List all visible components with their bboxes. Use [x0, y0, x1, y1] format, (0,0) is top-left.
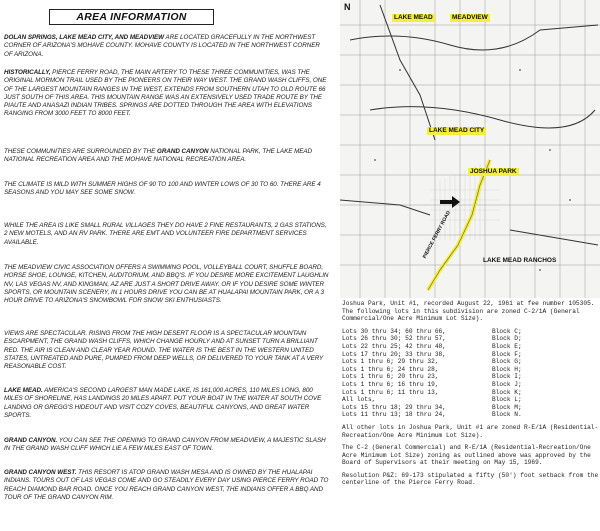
label-pierce-ferry-road: PIERCE FERRY ROAD [421, 210, 452, 260]
grand-canyon-text: YOU CAN SEE THE OPENING TO GRAND CANYON FROM MEADVIEW, A MAJESTIC SLASH IN THE GRAND WASH CLIFF WHICH LIE A FEW MILES EAST OF TOWN. [4, 437, 326, 453]
lot-range: Lots 22 thru 25; 42 thru 48, [342, 342, 446, 350]
civic-text: THE MEADVIEW CIVIC ASSOCIATION OFFERS A SWIMMING POOL, VOLLEYBALL COURT, SHUFFLE BOARD, HORSE SHOE, LOUNGE, KITCHEN, AUDITORIUM, AND BBQ'S. IF YOU DESIRE MORE EXCITEMENT LAUGHLIN NV, LAS VEGAS NV, AND KINGMAN, AZ ARE JUST A SHORT DRIVE AWAY. OR IF YOU DESIRE SOME WINTER SPORTS, OR MOUNTAIN SCENERY, IN 1 HOURS DRIVE YOU CAN BE AT HUALAPAI MOUNTAIN PARK, OR A 3 HOUR DRIVE TO ARIZONA'S SNOWBOWL FOR SNOW SKI ENTHUSIASTS. [4, 264, 329, 305]
location-heading: DOLAN SPRINGS, LAKE MEAD CITY, AND MEADVIEW [4, 34, 165, 41]
lot-row [342, 381, 600, 389]
zoning-notice [342, 300, 600, 531]
surroundings-bold: GRAND CANYON [157, 148, 209, 155]
paragraph-services [4, 222, 330, 247]
lot-row [342, 328, 600, 336]
grand-canyon-west-text: THIS RESORT IS ATOP GRAND WASH MESA AND IS OWNED BY THE HUALAPAI INDIANS. TOURS OUT OF LAS VEGAS COME AND GO STEADILY EVERY DAY USING PIERCE FERRY ROAD TO REACH DIAMOND BAR ROAD. ONCE YOU REACH GRAND CANYON WEST, THE INDIANS OFFER A BBQ AND TOUR OF THE GRAND CANYON RIM. [4, 469, 329, 501]
lake-mead-heading: LAKE MEAD. [4, 387, 43, 394]
zoning-c2: The C-2 (General Commercial) and R-E/1A (Residential-Recreation/One Acre Minimum Lot Size) zoning as outlined above was approved by the Board of Supervisors at their meeting on May 15, 1969. [342, 444, 595, 467]
lot-range: Lots 1 thru 6; 16 thru 19, [342, 380, 439, 388]
grand-canyon-heading: GRAND CANYON. [4, 437, 58, 444]
views-text: VIEWS ARE SPECTACULAR. RISING FROM THE HIGH DESERT FLOOR IS A SPECTACULAR MOUNTAIN ESCARPMENT, THE GRAND WASH CLIFFS, WHICH CHANGE HOURLY AND AT SUNSET TURN A BRILLIANT RED. THE AIR IS CLEAN AND CLEAR YEAR ROUND. THE WATER IS THE BEST IN THE WESTERN UNITED STATES, UNTREATED AND PURE, PUMPED FROM DEEP WELLS, OR DELIVERED TO YOUR TANK AT A VERY REASONABLE COST. [4, 330, 324, 371]
lot-block: Block K; [492, 388, 522, 396]
history-heading: HISTORICALLY, [4, 69, 51, 76]
lot-range: Lots 26 thru 30; 52 thru 57, [342, 335, 446, 343]
lot-range: Lots 11 thru 13; 18 thru 24, [342, 411, 446, 419]
lot-block: Block H; [492, 365, 522, 373]
lot-range: Lots 30 thru 34; 60 thru 66, [342, 327, 446, 335]
climate-text: THE CLIMATE IS MILD WITH SUMMER HIGHS OF 90 TO 100 AND WINTER LOWS OF 30 TO 60. THERE ARE 4 SEASONS AND YOU MAY SEE SOME SNOW. [4, 181, 321, 197]
paragraph-grand-canyon [4, 437, 330, 454]
lot-block: Block L; [492, 396, 522, 404]
label-lake-mead: LAKE MEAD [394, 14, 433, 21]
history-text: PIERCE FERRY ROAD, THE MAIN ARTERY TO THESE THREE COMMUNITIES, WAS THE ORIGINAL MORMON TRAIL USED BY THE PIONEERS ON THEIR WAY WEST. THE GRAND WASH CLIFFS, ONE OF THE LARGEST MOUNTAIN RANGES IN THE WEST, EXTENDS FROM SOUTHERN UTAH TO OLD ROUTE 66 JUST SOUTH OF THIS AREA. THIS MOUNTAIN RANGE WAS AN EXTENSIVELY USED TRADE ROUTE BY THE PIAUTE AND ANASAZI INDIAN TRIBES. SPRINGS ARE DOTTED THROUGH THE AREA WITH ELEVATIONS RANGING FROM 3000 FEET TO 8000 FEET. [4, 69, 327, 118]
paragraph-location [4, 34, 330, 59]
paragraph-civic [4, 264, 330, 305]
lot-block: Block J; [492, 380, 522, 388]
lot-block: Block M; [492, 403, 522, 411]
lot-block: Block E; [492, 342, 522, 350]
lot-block: Block D; [492, 335, 522, 343]
lot-block: Block I; [492, 373, 522, 381]
lot-row [342, 343, 600, 351]
paragraph-surroundings [4, 148, 330, 165]
lot-row [342, 373, 600, 381]
paragraph-grand-canyon-west [4, 469, 330, 502]
paragraph-climate [4, 181, 330, 198]
lot-range: Lots 1 thru 6; 11 thru 13, [342, 388, 439, 396]
label-joshua-park: JOSHUA PARK [470, 168, 517, 175]
surroundings-text-a: THESE COMMUNITIES ARE SURROUNDED BY THE [4, 148, 157, 155]
services-text: WHILE THE AREA IS LIKE SMALL RURAL VILLAGES THEY DO HAVE 2 FINE RESTAURANTS, 2 GAS STATIONS, 2 NEW MOTELS, AND AN RV PARK. THERE ARE EMT AND VOLUNTEER FIRE DEPARTMENT SERVICES AVAILABLE. [4, 222, 327, 246]
lots-list [342, 328, 600, 419]
area-map [340, 0, 600, 298]
lot-block: Block N. [492, 411, 522, 419]
zoning-intro: Joshua Park, Unit #1, recorded August 22, 1961 at fee number 105305. The following lots in this subdivision are zoned C-2/1A (General Commercial/One Acre Minimum Lot Size). [342, 300, 599, 323]
lot-range: Lots 15 thru 18; 29 thru 34, [342, 403, 446, 411]
lot-range: Lots 1 thru 6; 20 thru 23, [342, 373, 439, 381]
lot-range: Lots 1 thru 6; 29 thru 32, [342, 358, 439, 366]
paragraph-views [4, 330, 330, 371]
section-grid [340, 0, 600, 298]
paragraph-history [4, 69, 330, 119]
zoning-other: All other lots in Joshua Park, Unit #1 are zoned R-E/1A (Residential-Recreation/One Acre Minimum Lot Size). [342, 423, 599, 439]
paragraph-lake-mead [4, 387, 330, 420]
lot-row [342, 335, 600, 343]
lot-row [342, 351, 600, 359]
lot-range: Lots 17 thru 20; 33 thru 38, [342, 350, 446, 358]
lot-row [342, 366, 600, 374]
map-graphic [340, 0, 600, 298]
roads [340, 5, 598, 245]
lot-block: Block C; [492, 327, 522, 335]
lot-row [342, 396, 600, 404]
label-lake-mead-city: LAKE MEAD CITY [429, 127, 485, 134]
grand-canyon-west-heading: GRAND CANYON WEST. [4, 469, 77, 476]
lot-range: Lots 1 thru 6; 24 thru 28, [342, 365, 439, 373]
label-lake-mead-ranchos: LAKE MEAD RANCHOS [483, 257, 557, 264]
lot-row [342, 404, 600, 412]
lot-row [342, 358, 600, 366]
location-text: ARE LOCATED GRACEFULLY IN THE NORTHWEST CORNER OF ARIZONA'S MOHAVE COUNTY. MOHAVE COUNTY IS LOCATED IN THE NORTHWEST CORNER OF ARIZONA. [4, 34, 320, 58]
lot-block: Block F; [492, 350, 522, 358]
zoning-resolution: Resolution P&Z: 69-173 stipulated a fifty (50') foot setback from the centerline of the Pierce Ferry Road. [342, 471, 599, 487]
lot-row [342, 411, 600, 419]
lot-row [342, 389, 600, 397]
lot-block: Block G; [492, 358, 522, 366]
north-arrow-icon: N [344, 2, 351, 12]
label-meadview: MEADVIEW [452, 14, 488, 21]
lake-mead-text: AMERICA'S SECOND LARGEST MAN MADE LAKE, IS 161,000 ACRES, 110 MILES LONG, 800 MILES OF SHORELINE, HAS LANDINGS 20 MILES APART. PUT YOUR BOAT IN THE WATER AT SOUTH COVE LANDING OR GREGG'S HIDEOUT AND VISIT COZY COVES, BEAUTIFUL CANYONS, AND GREAT WATER SPORTS. [4, 387, 322, 419]
lot-range: All lots, [342, 396, 376, 404]
surroundings-text-b: NATIONAL PARK, THE LAKE MEAD NATIONAL RECREATION AREA AND THE MOHAVE NATIONAL RECREATION AREA. [4, 148, 313, 164]
area-information-title: AREA INFORMATION [49, 9, 214, 25]
